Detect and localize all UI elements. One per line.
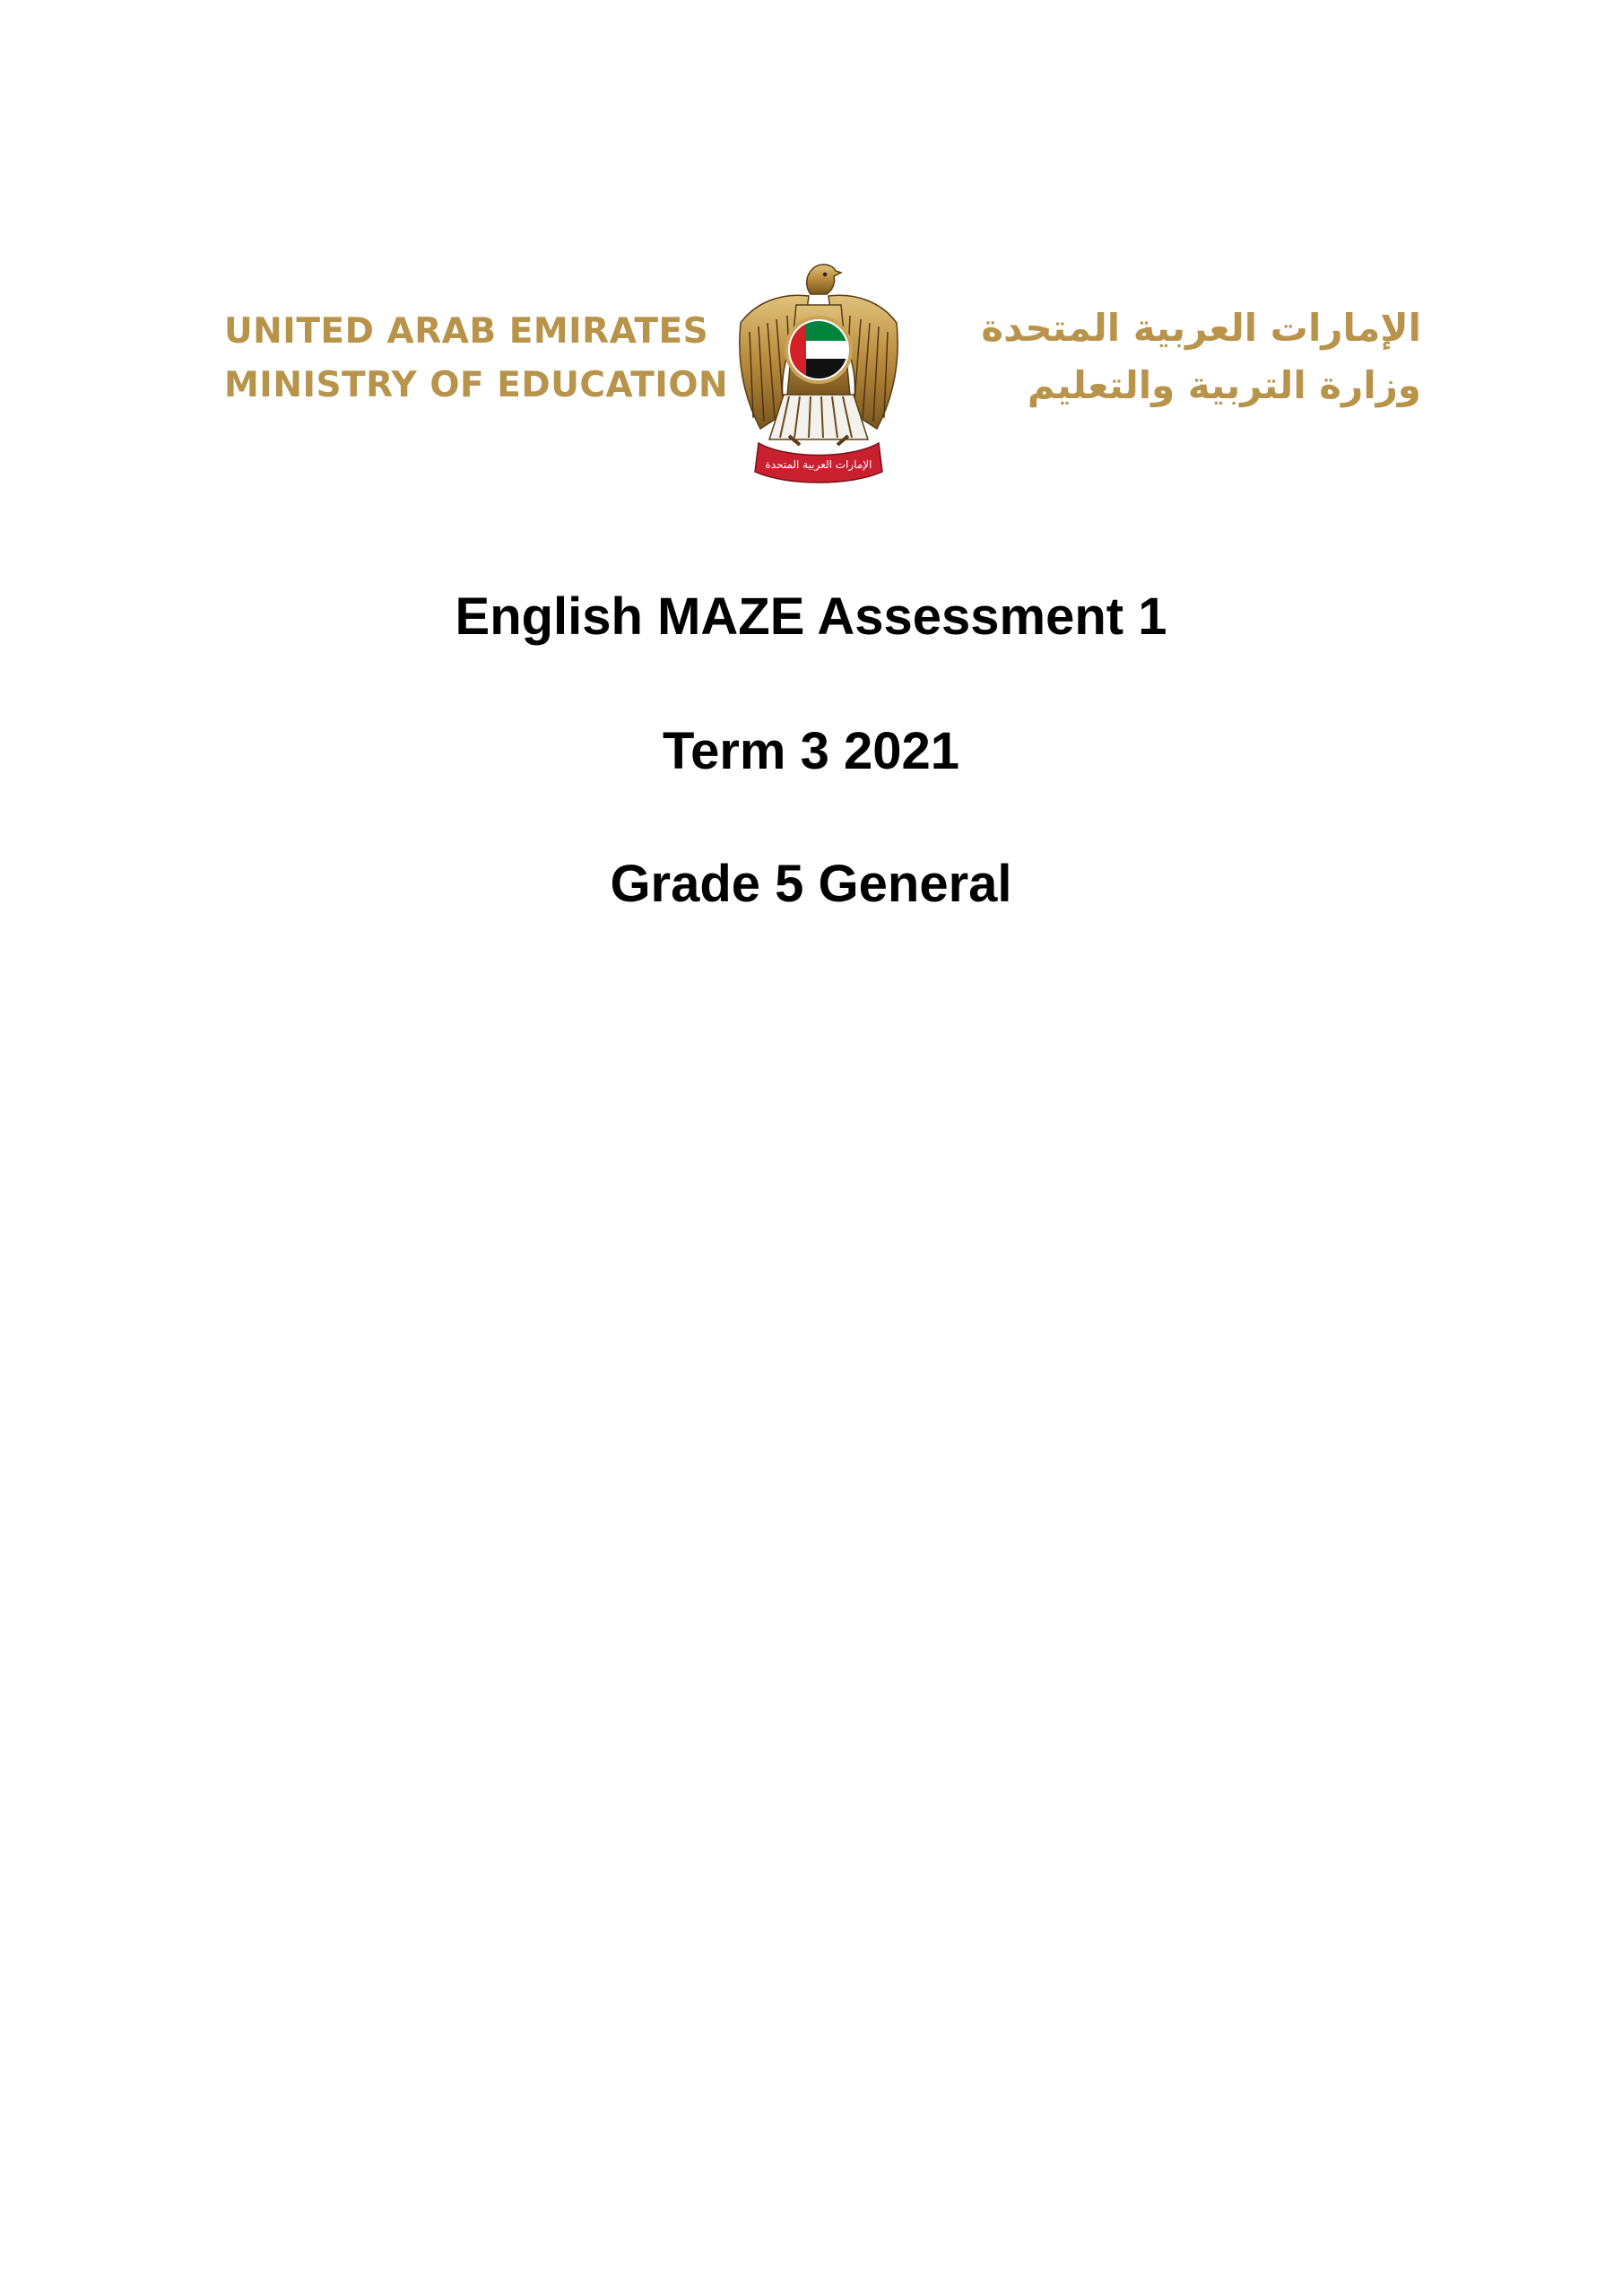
term-title: Term 3 2021 <box>662 722 960 780</box>
emblem-banner-text: الإمارات العربية المتحدة <box>765 458 872 471</box>
english-line-ministry: MINISTRY OF EDUCATION <box>224 365 729 405</box>
arabic-ministry-name <box>937 300 1421 414</box>
english-ministry-name <box>224 305 729 413</box>
letterhead <box>0 260 1622 493</box>
arabic-line-country: الإمارات العربية المتحدة <box>981 306 1421 350</box>
uae-falcon-emblem-icon <box>733 260 904 484</box>
grade-title: Grade 5 General <box>610 855 1012 913</box>
arabic-line-ministry: وزارة التربية والتعليم <box>1027 363 1421 407</box>
english-line-country: UNITED ARAB EMIRATES <box>224 311 709 352</box>
assessment-title: English MAZE Assessment 1 <box>455 587 1167 646</box>
